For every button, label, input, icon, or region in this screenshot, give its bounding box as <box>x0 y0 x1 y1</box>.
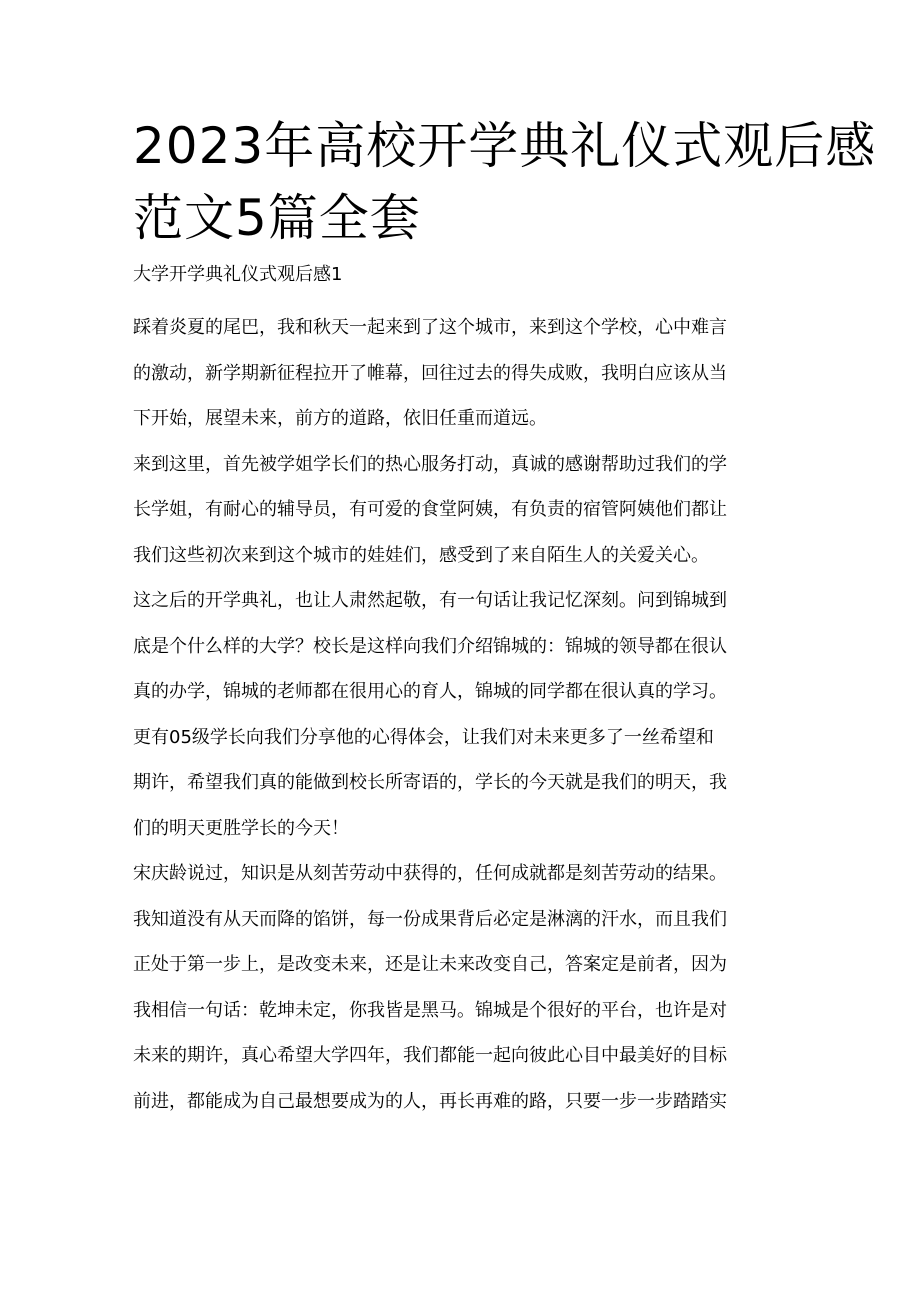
text-line: 正处于第一步上，是改变未来，还是让未来改变自己，答案定是前者，因为 <box>133 954 727 975</box>
text-line: 踩着炎夏的尾巴，我和秋天一起来到了这个城市，来到这个学校，心中难言 <box>133 317 727 338</box>
text-line: 前进，都能成为自己最想要成为的人，再长再难的路，只要一步一步踏踏实 <box>133 1090 727 1112</box>
paragraph <box>133 715 823 852</box>
paragraph <box>133 442 823 579</box>
text-line: 期许，希望我们真的能做到校长所寄语的，学长的今天就是我们的明天，我 <box>133 772 727 793</box>
text-line: 们的明天更胜学长的今天！ <box>133 817 349 839</box>
text-line: 真的办学，锦城的老师都在很用心的育人，锦城的同学都在很认真的学习。 <box>133 681 727 702</box>
text-line: 未来的期许，真心希望大学四年，我们都能一起向彼此心目中最美好的目标 <box>133 1045 727 1066</box>
document-title-line: 范文5篇全套 <box>133 189 421 247</box>
text-line: 的激动，新学期新征程拉开了帷幕，回往过去的得失成败，我明白应该从当 <box>133 362 727 384</box>
paragraph <box>133 851 823 1124</box>
text-line: 我知道没有从天而降的馅饼，每一份成果背后必定是淋漓的汗水，而且我们 <box>133 908 727 930</box>
paragraph <box>133 578 823 715</box>
text-line: 更有05级学长向我们分享他的心得体会，让我们对未来更多了一丝希望和 <box>133 726 714 748</box>
paragraph <box>133 305 823 442</box>
text-line: 宋庆龄说过，知识是从刻苦劳动中获得的，任何成就都是刻苦劳动的结果。 <box>133 863 727 884</box>
text-line: 这之后的开学典礼，也让人肃然起敬，有一句话让我记忆深刻。问到锦城到 <box>133 590 727 611</box>
document-title-line: 2023年高校开学典礼仪式观后感 <box>133 117 877 175</box>
text-line: 来到这里，首先被学姐学长们的热心服务打动，真诚的感谢帮助过我们的学 <box>133 453 727 475</box>
text-line: 下开始，展望未来，前方的道路，依旧任重而道远。 <box>133 408 547 429</box>
text-line: 我们这些初次来到这个城市的娃娃们，感受到了来自陌生人的关爱关心。 <box>133 544 709 566</box>
document-title <box>133 110 877 254</box>
text-line: 底是个什么样的大学？校长是这样向我们介绍锦城的：锦城的领导都在很认 <box>133 635 727 657</box>
section-heading: 大学开学典礼仪式观后感1 <box>133 264 343 285</box>
body-text <box>133 305 823 1124</box>
text-line: 长学姐，有耐心的辅导员，有可爱的食堂阿姨，有负责的宿管阿姨他们都让 <box>133 499 727 520</box>
text-line: 我相信一句话：乾坤未定，你我皆是黑马。锦城是个很好的平台，也许是对 <box>133 999 727 1021</box>
